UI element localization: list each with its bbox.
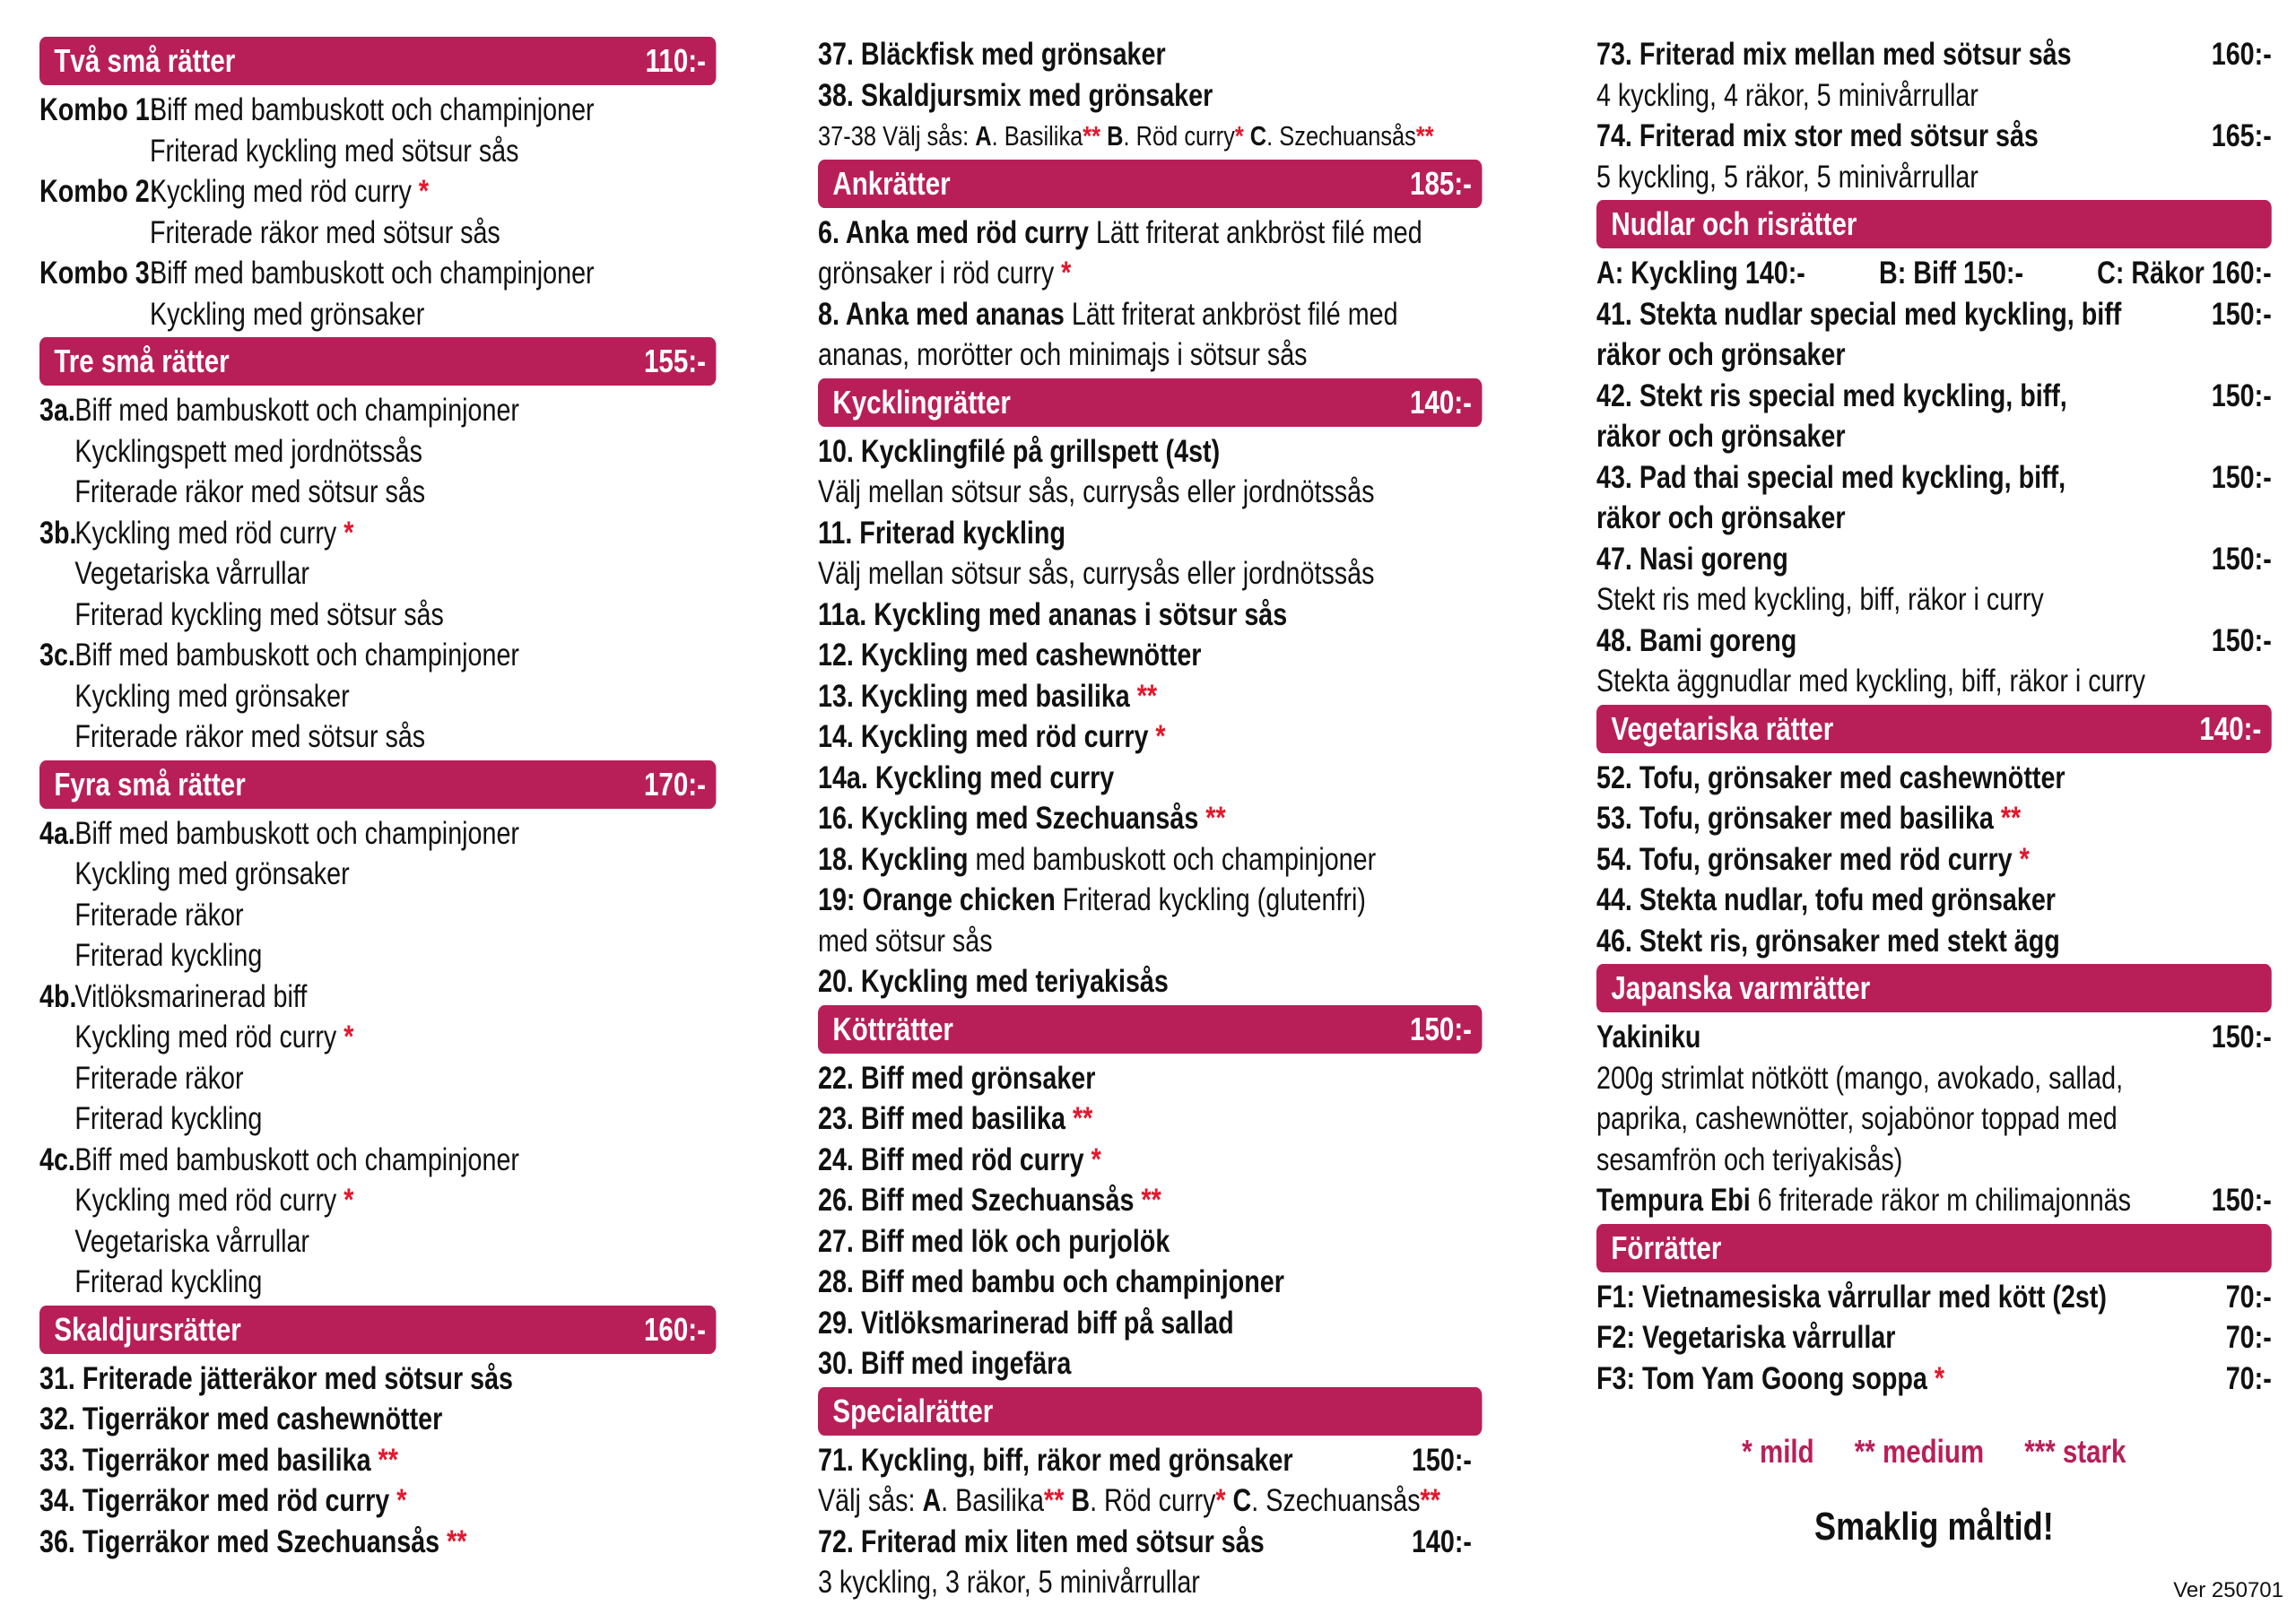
section-price: 170:- [644, 765, 706, 803]
section-title: Ankrätter [832, 164, 951, 202]
menu-line [39, 1140, 716, 1181]
menu-item [818, 1140, 1482, 1181]
spice-marker: * [1091, 1141, 1101, 1177]
menu-line: Friterad kyckling med sötsur sås [74, 596, 444, 632]
menu-item: 22. Biff med grönsaker [818, 1060, 1096, 1096]
dish-desc: grönsaker i röd curry [818, 256, 1055, 291]
menu-item-desc: räkor och grönsaker [1596, 419, 1846, 454]
menu-item: 46. Stekt ris, grönsaker med stekt ägg [1596, 923, 2060, 959]
menu-item-desc: Stekt ris med kyckling, biff, räkor i curry [1596, 582, 2044, 617]
menu-item [818, 839, 1482, 881]
menu-line: Kyckling med grönsaker [74, 856, 350, 891]
item-price: 140:- [1411, 1523, 1472, 1559]
menu-line: Friterad kyckling [74, 1101, 263, 1136]
dish-desc: med bambuskott och champinjoner [968, 841, 1377, 877]
menu-item: 32. Tigerräkor med cashewnötter [39, 1402, 443, 1436]
menu-item [818, 880, 1482, 921]
menu-item: 37. Bläckfisk med grönsaker [818, 37, 1166, 72]
spice-marker: * [1934, 1360, 1945, 1396]
menu-column-3 [1596, 34, 2272, 1549]
menu-item [1596, 457, 2272, 499]
menu-line: Friterad kyckling med sötsur sås [150, 133, 519, 169]
combo-label: 4a. [39, 815, 75, 851]
spice-marker: * [2019, 841, 2030, 877]
section-header-kycklingratter [818, 378, 1482, 427]
menu-item [1596, 294, 2272, 335]
menu-item [39, 1480, 716, 1522]
section-header-nudlar-och-risratter [1596, 200, 2272, 248]
dish-name: 73. Friterad mix mellan med sötsur sås [1596, 37, 2072, 72]
menu-column-1 [39, 34, 716, 1562]
menu-line [39, 253, 716, 294]
dish-name: F3: Tom Yam Goong soppa [1596, 1360, 1927, 1396]
legend-mild: * mild [1742, 1433, 1814, 1470]
item-price: 70:- [2225, 1279, 2272, 1315]
dish-name: 13. Kyckling med basilika [818, 678, 1130, 714]
protein-options [1596, 253, 2272, 294]
section-header-specialratter [818, 1387, 1482, 1436]
section-title: Specialrätter [832, 1392, 994, 1429]
combo-label: 3c. [39, 638, 75, 673]
dish-text: Vitlöksmarinerad biff [74, 978, 308, 1014]
section-price: 140:- [2199, 709, 2262, 747]
section-header-kottratter [818, 1005, 1482, 1054]
menu-item: 29. Vitlöksmarinerad biff på sallad [818, 1305, 1234, 1341]
menu-item [818, 1180, 1482, 1221]
menu-line: Vegetariska vårrullar [74, 1223, 309, 1259]
menu-item: 14a. Kyckling med curry [818, 759, 1115, 795]
menu-item [818, 676, 1482, 717]
dish-name: Tempura Ebi [1596, 1183, 1751, 1218]
combo-label: 4b. [39, 978, 77, 1014]
spice-marker: ** [447, 1523, 467, 1559]
sauce-letter: A [975, 120, 992, 152]
menu-line [39, 635, 716, 676]
menu-item: 20. Kyckling med teriyakisås [818, 964, 1169, 999]
section-header-fyra-sma-ratter [39, 760, 716, 809]
dish-text: Biff med bambuskott och champinjoner [150, 256, 595, 291]
menu-line: Friterade räkor [74, 1060, 244, 1096]
item-price: 150:- [1411, 1442, 1472, 1478]
section-price: 150:- [1410, 1010, 1472, 1047]
section-title: Kycklingrätter [832, 383, 1011, 421]
legend-medium: ** medium [1854, 1433, 1985, 1470]
dish-name: 16. Kyckling med Szechuansås [818, 801, 1199, 836]
dish-name: 8. Anka med ananas [818, 296, 1065, 332]
menu-item-desc: ananas, morötter och minimajs i sötsur sås [818, 337, 1308, 372]
menu-line: Friterade räkor med sötsur sås [150, 214, 500, 250]
menu-item-desc: med sötsur sås [818, 923, 993, 959]
menu-item [1596, 1180, 2272, 1221]
sauce-name: . Szechuansås [1251, 1483, 1421, 1518]
menu-item-desc: 4 kyckling, 4 räkor, 5 minivårrullar [1596, 77, 1979, 113]
menu-line [39, 1180, 716, 1221]
menu-item [39, 1522, 716, 1563]
section-title: Fyra små rätter [54, 765, 246, 803]
section-header-vegetariska-ratter [1596, 705, 2272, 753]
menu-item [1596, 1017, 2272, 1058]
menu-line: Friterade räkor [74, 897, 244, 933]
section-header-forratter [1596, 1224, 2272, 1272]
menu-item [818, 1522, 1482, 1563]
section-price: 155:- [644, 343, 706, 379]
menu-item [818, 1440, 1482, 1481]
dish-name: 33. Tigerräkor med basilika [39, 1442, 371, 1478]
dish-name: 18. Kyckling [818, 841, 969, 877]
section-price: 185:- [1410, 164, 1472, 202]
spice-marker: * [396, 1483, 407, 1518]
dish-name: 72. Friterad mix liten med sötsur sås [818, 1523, 1265, 1559]
menu-item: 11a. Kyckling med ananas i sötsur sås [818, 596, 1288, 632]
dish-name: 54. Tofu, grönsaker med röd curry [1596, 841, 2013, 877]
menu-item [1596, 1358, 2272, 1400]
menu-item [1596, 376, 2272, 417]
menu-item-desc: 200g strimlat nötkött (mango, avokado, sallad, [1596, 1060, 2124, 1096]
spice-marker: * [1215, 1483, 1226, 1518]
dish-name: 48. Bami goreng [1596, 622, 1797, 658]
item-price: 150:- [2211, 541, 2272, 577]
spice-marker: * [344, 515, 354, 551]
dish-text: Biff med bambuskott och champinjoner [74, 638, 519, 673]
menu-line: Kyckling med grönsaker [150, 296, 425, 332]
menu-item: 27. Biff med lök och purjolök [818, 1223, 1170, 1259]
menu-item [818, 1098, 1482, 1140]
menu-item [818, 716, 1482, 758]
sauce-letter: A [922, 1483, 942, 1518]
section-price: 110:- [645, 42, 706, 79]
dish-name: 43. Pad thai special med kyckling, biff, [1596, 459, 2066, 495]
menu-line [39, 171, 716, 213]
dish-text: Kyckling med röd curry [150, 174, 412, 209]
menu-item: 11. Friterad kyckling [818, 515, 1065, 551]
dish-text: Kyckling med röd curry [74, 515, 337, 551]
dish-text: Biff med bambuskott och champinjoner [74, 393, 519, 428]
menu-item [818, 798, 1482, 839]
menu-item-desc: Stekta äggnudlar med kyckling, biff, räkor i curry [1596, 664, 2146, 699]
menu-line [39, 90, 716, 131]
section-title: Skaldjursrätter [54, 1310, 241, 1348]
menu-item: 44. Stekta nudlar, tofu med grönsaker [1596, 882, 2056, 917]
menu-item [1596, 839, 2272, 881]
combo-label: Kombo 3: [39, 256, 159, 291]
dish-text: Kyckling med röd curry [74, 1183, 337, 1218]
menu-line [39, 813, 716, 855]
menu-item-desc: Välj mellan sötsur sås, currysås eller jordnötssås [818, 556, 1375, 591]
sauce-prefix: Välj sås: [818, 1483, 923, 1518]
item-price: 150:- [2211, 459, 2272, 495]
version-label: Ver 250701 [2173, 1578, 2283, 1602]
sauce-letter: C [1243, 120, 1267, 152]
spice-marker: * [1155, 719, 1166, 754]
menu-line: Friterade räkor med sötsur sås [74, 719, 426, 754]
spice-marker: * [344, 1020, 354, 1055]
sauce-name: . Basilika [941, 1483, 1045, 1518]
sauce-name: . Röd curry [1123, 120, 1235, 152]
menu-line [39, 390, 716, 431]
item-price: 150:- [2211, 1183, 2272, 1218]
spice-marker: ** [1205, 801, 1226, 836]
spice-marker: ** [2000, 801, 2022, 836]
dish-text: Biff med bambuskott och champinjoner [74, 815, 519, 851]
dish-name: 42. Stekt ris special med kyckling, biff, [1596, 378, 2067, 413]
dish-desc: Friterad kyckling (glutenfri) [1055, 882, 1366, 917]
combo-label: Kombo 1: [39, 92, 159, 127]
menu-line: Friterad kyckling [74, 1264, 263, 1299]
dish-name: 23. Biff med basilika [818, 1101, 1065, 1136]
spice-marker: ** [1415, 120, 1434, 152]
dish-text: Kyckling med röd curry [74, 1020, 337, 1055]
sauce-letter: C [1225, 1483, 1252, 1518]
dish-name: 24. Biff med röd curry [818, 1141, 1084, 1177]
section-header-tre-sma-ratter [39, 337, 716, 386]
item-price: 150:- [2211, 622, 2272, 658]
dish-name: 41. Stekta nudlar special med kyckling, biff [1596, 296, 2122, 332]
spice-marker: ** [1420, 1483, 1440, 1518]
section-header-japanska-varmratter [1596, 964, 2272, 1012]
section-title: Förrätter [1611, 1228, 1722, 1266]
dish-desc: Lätt friterat ankbröst filé med [1088, 214, 1422, 250]
menu-item [1596, 539, 2272, 580]
combo-label: 3a. [39, 393, 75, 428]
menu-item-desc [818, 253, 1482, 294]
spice-marker: ** [1141, 1183, 1161, 1218]
menu-line [39, 976, 716, 1018]
menu-line [39, 513, 716, 554]
menu-item-desc: räkor och grönsaker [1596, 337, 1846, 372]
dish-name: 36. Tigerräkor med Szechuansås [39, 1523, 440, 1559]
section-title: Japanska varmrätter [1611, 969, 1871, 1006]
menu-item [1596, 1317, 2272, 1358]
menu-item-desc: Välj mellan sötsur sås, currysås eller jordnötssås [818, 474, 1375, 509]
menu-line: Kycklingspett med jordnötssås [74, 433, 423, 469]
dish-name: 19: Orange chicken [818, 882, 1056, 917]
menu-item [1596, 798, 2272, 839]
menu-item-desc: sesamfrön och teriyakisås) [1596, 1141, 1903, 1177]
menu-item [1596, 1277, 2272, 1318]
spice-marker: ** [1072, 1101, 1093, 1136]
dish-desc: 6 friterade räkor m chilimajonnäs [1750, 1183, 2131, 1218]
menu-item: 31. Friterade jätteräkor med sötsur sås [39, 1360, 514, 1396]
menu-column-2 [818, 34, 1482, 1603]
option-a: A: Kyckling 140:- [1596, 256, 1805, 291]
menu-line: Friterade räkor med sötsur sås [74, 474, 426, 509]
dish-name: 6. Anka med röd curry [818, 214, 1089, 250]
menu-item-desc: räkor och grönsaker [1596, 500, 1846, 535]
item-price: 160:- [2211, 37, 2272, 72]
spice-marker: ** [378, 1442, 398, 1478]
section-price: 160:- [644, 1310, 706, 1348]
dish-name: 47. Nasi goreng [1596, 541, 1788, 577]
item-price: 150:- [2211, 296, 2272, 332]
menu-line [39, 1017, 716, 1058]
item-price: 150:- [2211, 1020, 2272, 1055]
menu-item [1596, 116, 2272, 157]
menu-item [1596, 621, 2272, 662]
menu-item [39, 1440, 716, 1481]
spice-marker: * [418, 174, 430, 209]
section-title: Vegetariska rätter [1611, 709, 1834, 747]
menu-item [818, 294, 1482, 335]
item-price: 150:- [2211, 378, 2272, 413]
menu-line: Friterad kyckling [74, 938, 263, 973]
option-c: C: Räkor 160:- [2097, 256, 2272, 291]
sauce-prefix: 37-38 Välj sås: [818, 120, 976, 152]
sauce-letter: B [1064, 1483, 1091, 1518]
spice-marker: * [1061, 256, 1072, 291]
dish-name: 34. Tigerräkor med röd curry [39, 1483, 390, 1518]
dish-name: 53. Tofu, grönsaker med basilika [1596, 801, 1994, 836]
dish-name: F2: Vegetariska vårrullar [1596, 1320, 1896, 1355]
menu-item-desc: paprika, cashewnötter, sojabönor toppad med [1596, 1101, 2118, 1136]
sauce-choice [818, 1480, 1482, 1522]
combo-label: 3b. [39, 515, 77, 551]
spice-legend [1596, 1433, 2272, 1471]
menu-line: Kyckling med grönsaker [74, 678, 350, 714]
dish-name: F1: Vietnamesiska vårrullar med kött (2st) [1596, 1279, 2107, 1315]
dish-name: 14. Kyckling med röd curry [818, 719, 1149, 754]
section-title: Två små rätter [54, 42, 236, 79]
menu-line: Vegetariska vårrullar [74, 556, 309, 591]
dish-name: 26. Biff med Szechuansås [818, 1183, 1135, 1218]
menu-item: 10. Kycklingfilé på grillspett (4st) [818, 433, 1221, 469]
spice-marker: ** [1136, 678, 1158, 714]
spice-marker: * [344, 1183, 354, 1218]
menu-item: 30. Biff med ingefära [818, 1346, 1072, 1381]
menu-item-desc: 3 kyckling, 3 räkor, 5 minivårrullar [818, 1565, 1200, 1600]
legend-stark: *** stark [2024, 1433, 2126, 1470]
spice-marker: ** [1083, 120, 1101, 152]
sauce-name: . Basilika [991, 120, 1083, 152]
dish-name: 74. Friterad mix stor med sötsur sås [1596, 118, 2039, 153]
dish-name: Yakiniku [1596, 1020, 1701, 1055]
menu-item [818, 213, 1482, 254]
menu-item: 12. Kyckling med cashewnötter [818, 638, 1202, 673]
section-title: Tre små rätter [54, 343, 230, 379]
menu-item-desc: 5 kyckling, 5 räkor, 5 minivårrullar [1596, 159, 1979, 195]
dish-desc: Lätt friterat ankbröst filé med [1064, 296, 1398, 332]
sauce-name: . Szechuansås [1266, 120, 1416, 152]
dish-name: 71. Kyckling, biff, räkor med grönsaker [818, 1442, 1293, 1478]
menu-item [1596, 34, 2272, 75]
sauce-name: . Röd curry [1090, 1483, 1216, 1518]
combo-label: 4c. [39, 1141, 75, 1177]
option-b: B: Biff 150:- [1878, 256, 2024, 291]
section-title: Nudlar och risrätter [1611, 205, 1857, 242]
item-price: 165:- [2211, 118, 2272, 153]
section-price: 140:- [1410, 383, 1472, 421]
dish-text: Biff med bambuskott och champinjoner [74, 1141, 519, 1177]
section-title: Kötträtter [832, 1010, 953, 1047]
dish-text: Biff med bambuskott och champinjoner [150, 92, 595, 127]
item-price: 70:- [2225, 1360, 2272, 1396]
section-header-tva-sma-ratter [39, 37, 716, 85]
section-header-skaldjursratter [39, 1306, 716, 1354]
item-price: 70:- [2225, 1320, 2272, 1355]
menu-item: 52. Tofu, grönsaker med cashewnötter [1596, 759, 2066, 795]
spice-marker: ** [1044, 1483, 1065, 1518]
sauce-choice [818, 116, 1482, 157]
closing-greeting: Smaklig måltid! [1814, 1505, 2054, 1549]
sauce-letter: B [1100, 120, 1124, 152]
menu-item: 28. Biff med bambu och champinjoner [818, 1264, 1284, 1299]
spice-marker: * [1234, 120, 1244, 152]
combo-label: Kombo 2: [39, 174, 159, 209]
section-header-ankratter [818, 160, 1482, 208]
menu-item: 38. Skaldjursmix med grönsaker [818, 77, 1213, 113]
